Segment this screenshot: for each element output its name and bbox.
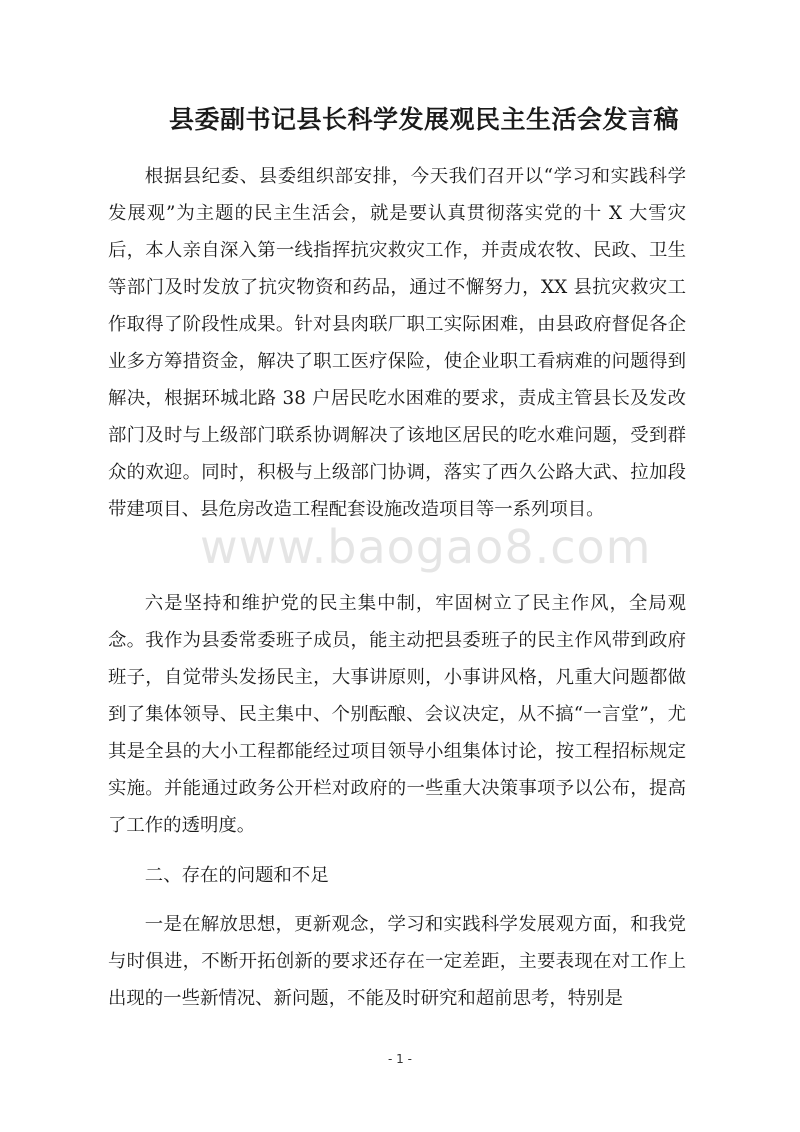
paragraph-democratic-centralism: 六是坚持和维护党的民主集中制，牢固树立了民主作风，全局观念。我作为县委常委班子成员，能主动把县委班子的民主作风带到政府班子，自觉带头发扬民主，大事讲原则，小事讲风格，凡重大问题都做到了集体领导、民主集中、个别酝酿、会议决定，从不搞“一言堂”，尤其是全县的大小工程都能经过项目领导小组集体讨论，按工程招标规定实施。并能通过政务公开栏对政府的一些重大决策事项予以公布，提高了工作的透明度。 [108,593,686,836]
paragraph-problem-one: 一是在解放思想，更新观念，学习和实践科学发展观方面，和我党与时俱进，不断开拓创新的要求还存在一定差距，主要表现在对工作上出现的一些新情况、新问题，不能及时研究和超前思考，特别是 [108,914,686,1009]
paragraph-intro: 根据县纪委、县委组织部安排，今天我们召开以“学习和实践科学发展观”为主题的民主生活会，就是要认真贯彻落实党的十 X 大雪灾后，本人亲自深入第一线指挥抗灾救灾工作，并责成农牧、民政、卫生等部门及时发放了抗灾物资和药品，通过不懈努力，XX 县抗灾救灾工作取得了阶段性成果。针对县肉联厂职工实际困难，由县政府督促各企业多方筹措资金，解决了职工医疗保险，使企业职工看病难的问题得到解决，根据环城北路 38 户居民吃水困难的要求，责成主管县长及发改部门及时与上级部门联系协调解决了该地区居民的吃水难问题，受到群众的欢迎。同时，积极与上级部门协调，落实了西久公路大武、拉加段带建项目、县危房改造工程配套设施改造项目等一系列项目。 [108,166,686,520]
section-heading-problems: 二、存在的问题和不足 [144,865,329,886]
watermark: www.baogao8.com [200,520,652,574]
document-title: 县委副书记县长科学发展观民主生活会发言稿 [168,105,679,134]
page-number: - 1 - [388,1052,412,1066]
